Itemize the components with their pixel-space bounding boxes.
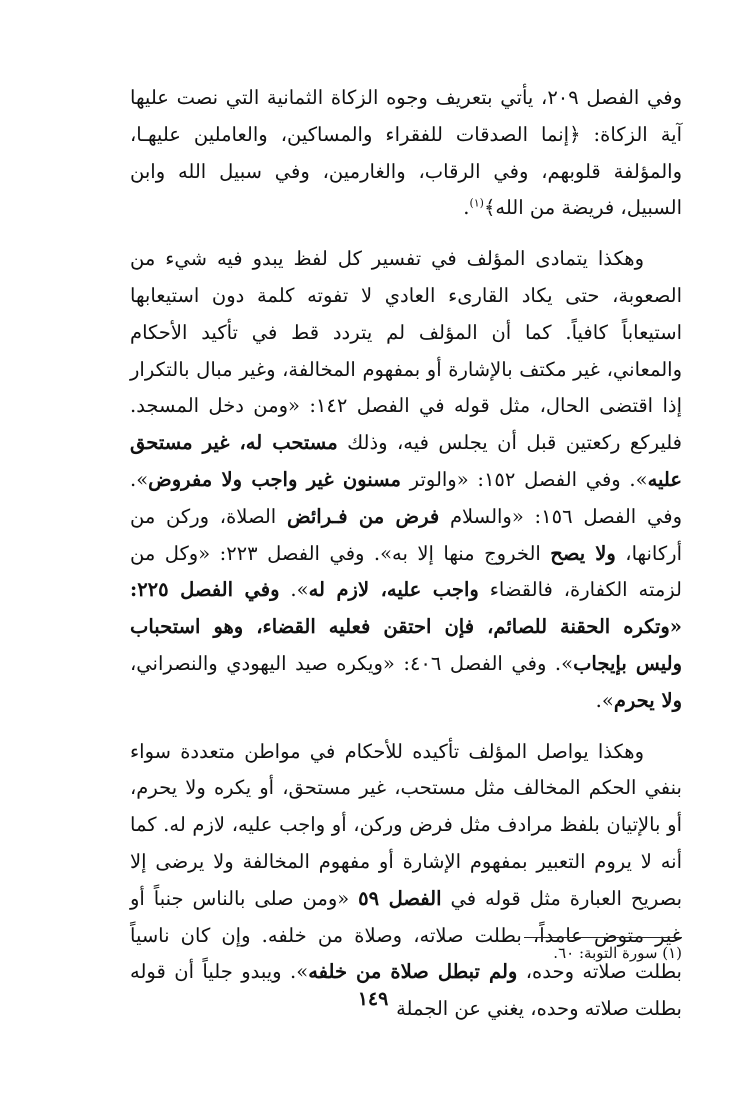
paragraph-1-text: وفي الفصل ٢٠٩، يأتي بتعريف وجوه الزكاة الثمانية التي نصت عليها آية الزكاة: ﴿إنما الصدقات للفقراء والمساكين، والعاملين عليهـا، والمؤلفة قلوبهم، وفي الرقاب، والغارمين، وفي سبيل الله وابن السبيل، فريضة من الله﴾ bbox=[130, 86, 682, 220]
paragraph-2 bbox=[130, 241, 682, 719]
paragraph-3-text-2: «ومن صلى بالناس جنباً أو غير متوض عامداً، بطلت صلاته، وصلاة من خلفه. وإن كان ناسياً بطلت صلاته وحده، bbox=[130, 886, 682, 984]
paragraph-3-bold-2: ولم تبطل صلاة من خلفه bbox=[308, 960, 518, 984]
main-text bbox=[130, 80, 682, 1028]
paragraph-2-bold-2: مسنون غير واجب ولا مفروض bbox=[148, 467, 401, 491]
paragraph-1-end: . bbox=[463, 196, 470, 220]
footnote-reference[interactable]: (١) bbox=[469, 196, 484, 210]
page-number: ١٤٩ bbox=[357, 988, 389, 1010]
paragraph-2-text-6: ». bbox=[279, 578, 309, 602]
paragraph-3-bold-1: الفصل ٥٩ bbox=[358, 886, 442, 910]
paragraph-2-text-7: ». وفي الفصل ٤٠٦: «ويكره صيد اليهودي والنصراني، bbox=[130, 651, 574, 675]
paragraph-2-bold-7: ولا يحرم bbox=[613, 688, 682, 712]
paragraph-2-text-4: الصلاة، وركن من أركانها، bbox=[130, 504, 682, 565]
paragraph-2-bold-5: واجب عليه، لازم له bbox=[308, 578, 479, 602]
paragraph-2-bold-3: فرض من فـرائض bbox=[286, 504, 440, 528]
paragraph-3-text-3: ». ويبدو جلياً أن قوله بطلت صلاته وحده، يغني عن الجملة bbox=[130, 960, 682, 1021]
paragraph-2-bold-1: مستحب له، غير مستحق عليه bbox=[130, 431, 682, 491]
paragraph-2-bold-4: ولا يصح bbox=[550, 541, 616, 565]
paragraph-2-text-2: ». وفي الفصل ١٥٢: «والوتر bbox=[400, 467, 648, 491]
paragraph-2-text-3: ». وفي الفصل ١٥٦: «والسلام bbox=[130, 467, 682, 528]
footnote: (١) سورة التوبة: ٦٠. bbox=[553, 944, 682, 962]
paragraph-2-text-8: ». bbox=[595, 688, 614, 712]
paragraph-1 bbox=[130, 80, 682, 227]
paragraph-3-text-1: وهكذا يواصل المؤلف تأكيده للأحكام في مواطن متعددة سواء بنفي الحكم المخالف مثل مستحب، غير مستحق، أو يكره ولا يحرم، أو بالإتيان بلفظ مرادف مثل فرض وركن، أو واجب عليه، لازم له. كما أنه لا يروم التعبير بمفهوم الإشارة أو مفهوم المخالفة ولا يرضى إلا بصريح العبارة مثل قوله في bbox=[130, 739, 682, 910]
paragraph-3 bbox=[130, 734, 682, 1028]
paragraph-2-text-5: الخروج منها إلا به». وفي الفصل ٢٢٣: «وكل من لزمته الكفارة، فالقضاء bbox=[130, 541, 682, 602]
paragraph-2-text-1: وهكذا يتمادى المؤلف في تفسير كل لفظ يبدو فيه شيء من الصعوبة، حتى يكاد القارىء العادي لا تفوته كلمة دون استيعابها استيعاباً كافياً. كما أن المؤلف لم يتردد قط في تأكيد الأحكام والمعاني، غير مكتف بالإشارة أو بمفهوم المخالفة، وغير مبال بالتكرار إذا اقتضى الحال، مثل قوله في الفصل ١٤٢: «ومن دخل المسجد. فليركع ركعتين قبل أن يجلس فيه، وذلك bbox=[130, 247, 682, 455]
paragraph-2-bold-6: وفي الفصل ٢٢٥: «وتكره الحقنة للصائم، فإن احتقن فعليه القضاء، وهو استحباب وليس بإيجاب bbox=[130, 578, 682, 675]
footnote-divider bbox=[524, 937, 682, 938]
